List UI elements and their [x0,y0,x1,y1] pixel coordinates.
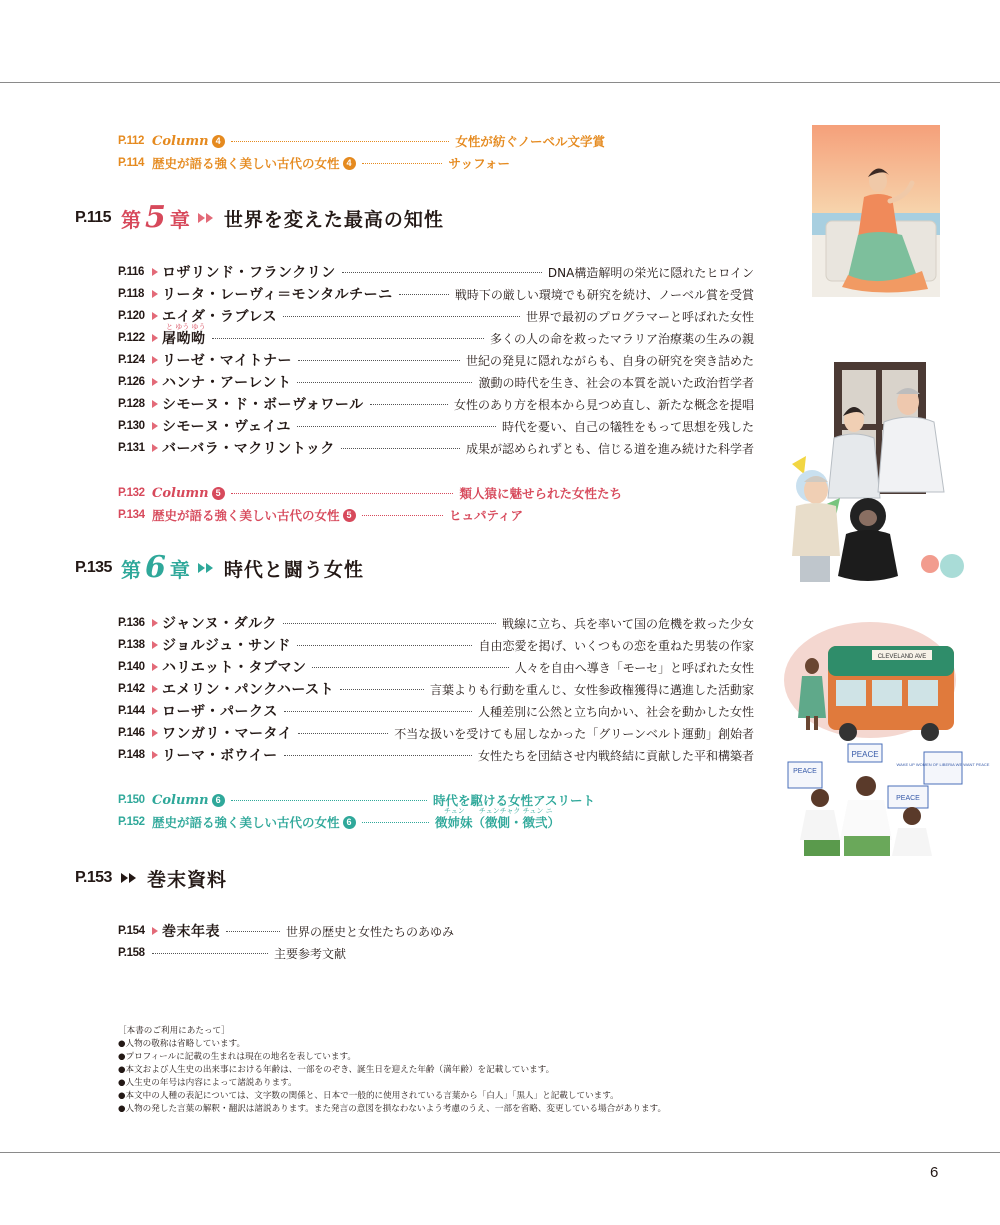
leader-dots [231,141,450,142]
person-name: シモーヌ・ド・ボーヴォワール [162,397,364,413]
leader-dots [284,755,472,756]
person-description: 成果が認められずとも、信じる道を進み続けた科学者 [465,441,754,456]
person-description: 多くの人の命を救ったマラリア治療薬の生みの親 [489,331,754,346]
toc-item[interactable] [118,394,754,414]
page-ref: P.132 [118,487,145,499]
appendix-description: 世界の歴史と女性たちのあゆみ [285,924,454,939]
column-number-badge: 6 [212,794,225,807]
person-name: ロザリンド・フランクリン [162,265,336,281]
toc-item[interactable] [118,745,754,765]
person-description: 自由恋愛を掲げ、いくつもの恋を重ねた男装の作家 [478,638,754,653]
toc-item[interactable] [118,635,754,655]
leader-dots [231,800,427,801]
double-arrow-icon [198,213,214,223]
person-description: 世界で最初のプログラマーと呼ばれた女性 [525,309,754,324]
triangle-bullet-icon [152,290,158,298]
person-description: 戦時下の厳しい環境でも研究を続け、ノーベル賞を受賞 [454,287,754,302]
toc-item[interactable] [118,306,754,326]
protest-sign-text: WAKE UP WOMEN OF LIBERIA WE WANT PEACE [896,762,990,767]
page-ref: P.142 [118,683,145,695]
leader-dots [340,689,424,690]
page-ref: P.134 [118,509,145,521]
double-arrow-icon [198,563,214,573]
triangle-bullet-icon [152,444,158,452]
toc-item[interactable] [118,657,754,677]
ancient-label: 歴史が語る強く美しい古代の女性 [152,508,340,523]
note-line: ●人生史の年号は内容によって諸説あります。 [118,1078,297,1088]
page-ref: P.158 [118,947,145,959]
ancient-number-badge: 5 [343,509,356,522]
leader-dots [212,338,484,339]
chapter-dai: 第 [121,557,141,582]
page-ref: P.116 [118,266,144,278]
toc-item[interactable] [118,701,754,721]
person-name: 屠呦呦 [162,331,206,347]
leader-dots [342,272,542,273]
appendix-description: 主要参考文献 [273,946,346,961]
illustration-bus-protest [784,636,990,858]
triangle-bullet-icon [152,378,158,386]
bus-sign-text: CLEVELAND AVE [877,654,927,660]
leader-dots [298,733,388,734]
leader-dots [297,645,473,646]
leader-dots [297,426,496,427]
chapter-dai: 第 [121,207,141,232]
page-ref: P.152 [118,816,145,828]
leader-dots [399,294,449,295]
person-description: 女性のあり方を根本から見つめ直し、新たな概念を提唱 [453,397,754,412]
leader-dots [284,711,472,712]
appendix-heading[interactable] [75,862,227,894]
peace-sign-text: PEACE [793,768,817,775]
page-ref: P.136 [118,617,145,629]
toc-item[interactable] [118,416,754,436]
ancient-title: サッフォー [448,156,510,171]
toc-ancient-6[interactable] [118,812,560,832]
person-description: DNA構造解明の栄光に隠れたヒロイン [547,265,754,280]
chapter-5-heading[interactable] [75,202,444,234]
person-description: 世紀の発見に隠れながらも、自身の研究を突き詰めた [465,353,754,368]
appendix-title: 巻末資料 [147,868,228,891]
triangle-bullet-icon [152,927,158,935]
leader-dots [226,931,280,932]
toc-item[interactable] [118,921,454,941]
page-ref: P.138 [118,639,145,651]
triangle-bullet-icon [152,334,158,342]
page-ref: P.144 [118,705,145,717]
leader-dots [362,822,429,823]
leader-dots [312,667,508,668]
furigana: と ゆう ゆう [166,323,206,331]
page-ref: P.148 [118,749,145,761]
page-ref: P.146 [118,727,145,739]
leader-dots [370,404,448,405]
column-label: Column [152,485,209,501]
leader-dots [297,382,472,383]
triangle-bullet-icon [152,663,158,671]
triangle-bullet-icon [152,356,158,364]
page-ref: P.154 [118,925,145,937]
column-number-badge: 4 [212,135,225,148]
chapter-page-ref: P.153 [75,869,112,886]
leader-dots [152,953,268,954]
chapter-number: 6 [145,550,166,585]
note-line: ●本文および人生史の出来事における年齢は、一部をのぞき、誕生日を迎えた年齢（満年齢）を記載しています。 [118,1065,555,1075]
illustration-scientists [782,356,964,586]
peace-sign-text: PEACE [896,795,920,802]
person-description: 不当な扱いを受けても屈しなかった「グリーンベルト運動」創始者 [394,726,754,741]
triangle-bullet-icon [152,751,158,759]
notes-heading: ［本書のご利用にあたって］ [118,1026,230,1036]
toc-item[interactable] [118,262,754,282]
bottom-rule [0,1152,1000,1153]
person-description: 言葉よりも行動を重んじ、女性参政権獲得に邁進した活動家 [429,682,754,697]
chapter-6-heading[interactable] [75,552,364,584]
person-name: リーマ・ボウイー [162,748,278,764]
page-ref: P.150 [118,794,145,806]
person-description: 女性たちを団結させ内戦終結に貢献した平和構築者 [477,748,754,763]
triangle-bullet-icon [152,422,158,430]
person-description: 時代を憂い、自己の犠牲をもって思想を残した [501,419,754,434]
toc-item[interactable] [118,350,754,370]
chapter-page-ref: P.115 [75,209,111,226]
triangle-bullet-icon [152,400,158,408]
leader-dots [362,515,443,516]
triangle-bullet-icon [152,685,158,693]
leader-dots [283,316,520,317]
person-description: 激動の時代を生き、社会の本質を説いた政治哲学者 [478,375,754,390]
chapter-number: 5 [145,200,166,235]
top-rule [0,82,1000,83]
note-line: ●本文中の人種の表記については、文字数の関係と、日本で一般的に使用されている言葉から「白人」「黒人」と記載しています。 [118,1091,619,1101]
column-title: 時代を駆ける女性アスリート [432,793,595,808]
furigana: チュン チュンチャク チュン ニ [444,807,553,815]
page-ref: P.122 [118,332,145,344]
person-description: 戦線に立ち、兵を率いて国の危機を救った少女 [501,616,754,631]
person-name: ハンナ・アーレント [162,375,292,391]
person-name: リーゼ・マイトナー [162,353,292,369]
leader-dots [341,448,460,449]
toc-column-5[interactable] [118,483,622,503]
triangle-bullet-icon [152,707,158,715]
toc-item[interactable] [118,943,346,963]
person-name: ローザ・パークス [162,704,278,720]
person-description: 人種差別に公然と立ち向かい、社会を動かした女性 [477,704,754,719]
column-label: Column [152,792,209,808]
column-title: 女性が紡ぐノーベル文学賞 [455,134,605,149]
ancient-title: ヒュパティア [448,508,523,523]
triangle-bullet-icon [152,268,158,276]
person-name: エメリン・パンクハースト [162,682,335,698]
page-ref: P.118 [118,288,144,300]
toc-item[interactable] [118,328,754,348]
triangle-bullet-icon [152,619,158,627]
page-ref: P.131 [118,442,145,454]
column-title: 類人猿に魅せられた女性たち [459,486,622,501]
ancient-number-badge: 6 [343,816,356,829]
page-ref: P.114 [118,157,144,169]
toc-item[interactable] [118,284,754,304]
triangle-bullet-icon [152,312,158,320]
page-ref: P.128 [118,398,145,410]
ancient-label: 歴史が語る強く美しい古代の女性 [152,815,340,830]
leader-dots [231,493,454,494]
double-arrow-icon [121,873,137,883]
appendix-name: 巻末年表 [162,924,220,940]
toc-item[interactable] [118,679,754,699]
toc-item[interactable] [118,438,754,458]
toc-item[interactable] [118,372,754,392]
ancient-number-badge: 4 [343,157,356,170]
page-ref: P.140 [118,661,145,673]
note-line: ●人物の敬称は省略しています。 [118,1039,246,1049]
toc-item[interactable] [118,723,754,743]
person-name: バーバラ・マクリントック [162,441,335,457]
chapter-title: 時代と闘う女性 [223,558,364,581]
peace-sign-text: PEACE [851,750,879,759]
page-number: 6 [930,1164,939,1181]
person-name: ジャンヌ・ダルク [162,616,277,632]
column-number-badge: 5 [212,487,225,500]
page-ref: P.126 [118,376,145,388]
page-ref: P.120 [118,310,145,322]
ancient-label: 歴史が語る強く美しい古代の女性 [152,156,340,171]
page-ref: P.124 [118,354,145,366]
triangle-bullet-icon [152,729,158,737]
toc-ancient-4[interactable] [118,153,510,173]
person-name: ワンガリ・マータイ [162,726,293,742]
chapter-sho: 章 [169,557,190,582]
note-line: ●プロフィールに記載の生まれは現在の地名を表しています。 [118,1052,356,1062]
person-name: ジョルジュ・サンド [162,638,291,654]
leader-dots [362,163,443,164]
person-name: ハリエット・タブマン [162,660,307,676]
person-description: 人々を自由へ導き「モーセ」と呼ばれた女性 [514,660,754,675]
page-ref: P.130 [118,420,145,432]
triangle-bullet-icon [152,641,158,649]
person-name: エイダ・ラブレス [162,309,278,325]
person-name: リータ・レーヴィ＝モンタルチーニ [162,287,393,303]
chapter-sho: 章 [169,207,190,232]
leader-dots [298,360,460,361]
note-line: ●人物の発した言葉の解釈・翻訳は諸説あります。また発言の意図を損なわないよう考慮のうえ、一部を省略、変更している場合があります。 [118,1104,667,1114]
toc-ancient-5[interactable] [118,505,523,525]
leader-dots [283,623,496,624]
toc-column-4[interactable] [118,131,605,151]
usage-notes [118,1025,666,1116]
toc-item[interactable] [118,613,754,633]
page-ref: P.112 [118,135,144,147]
person-name: シモーヌ・ヴェイユ [162,419,291,435]
column-label: Column [152,133,209,149]
ancient-title: 徴姉妹（徴側・徴弐） [434,815,560,830]
chapter-page-ref: P.135 [75,559,112,576]
illustration-woman-seaside [812,125,940,297]
chapter-title: 世界を変えた最高の知性 [223,208,444,231]
